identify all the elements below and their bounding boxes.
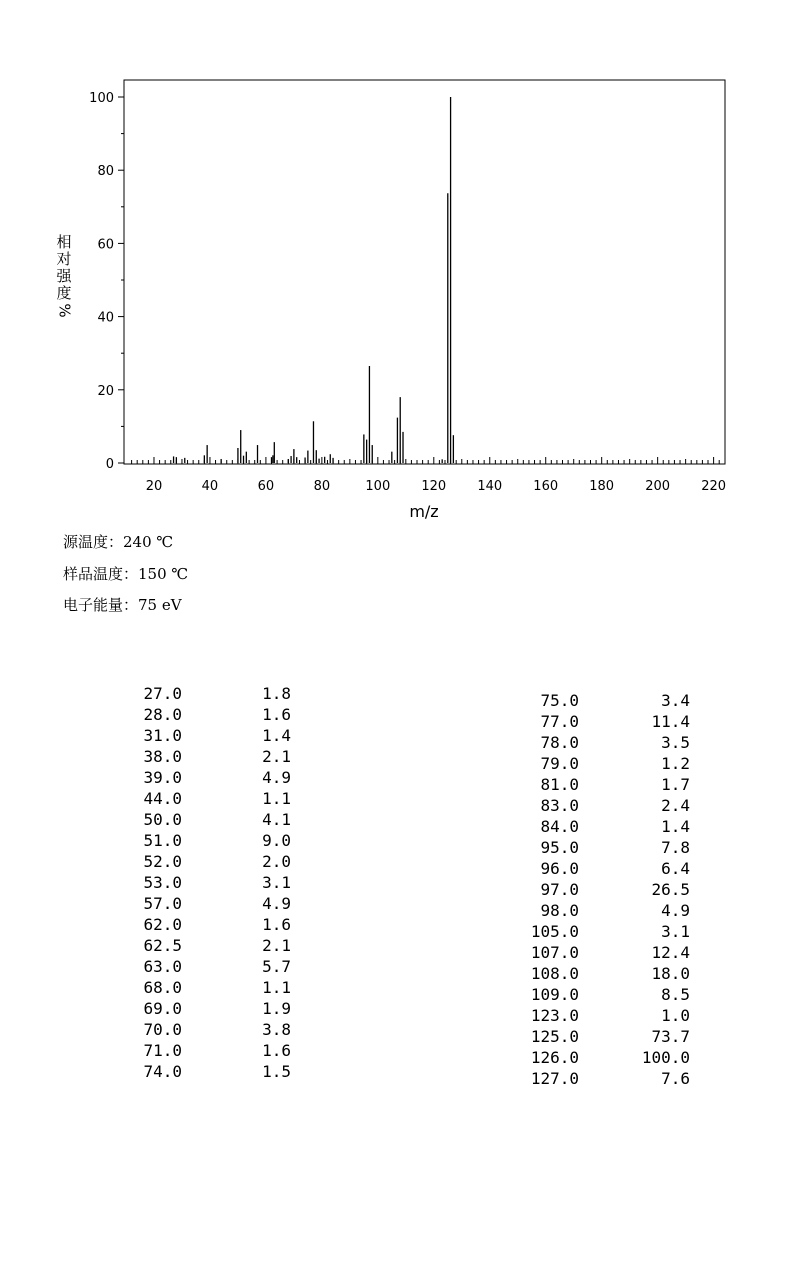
abundance-value: 3.1 [661,922,690,941]
abundance-value: 4.9 [262,894,291,913]
mz-value: 31.0 [143,726,182,745]
abundance-value: 1.1 [262,978,291,997]
abundance-value: 3.8 [262,1020,291,1039]
table-row [0,964,794,985]
abundance-value: 2.4 [661,796,690,815]
y-axis-title-char: 度 [56,284,72,302]
x-tick-label: 200 [645,479,671,494]
y-tick-label: 20 [97,383,114,399]
abundance-value: 4.9 [262,768,291,787]
table-row [0,1048,794,1069]
y-axis-title-char: 强 [56,267,72,285]
mz-value: 71.0 [143,1041,182,1060]
mz-value: 126.0 [530,1048,579,1067]
abundance-value: 1.6 [262,1041,291,1060]
x-tick-label: 160 [533,479,559,494]
mz-value: 108.0 [530,964,579,983]
mz-value: 53.0 [143,873,182,892]
table-row [0,922,794,943]
table-row [0,1006,794,1027]
table-row [0,1069,794,1090]
y-axis [89,91,124,472]
abundance-value: 1.8 [262,684,291,703]
abundance-value: 1.1 [262,789,291,808]
mz-value: 96.0 [540,859,579,878]
mz-value: 74.0 [143,1062,182,1081]
mz-value: 109.0 [530,985,579,1004]
x-tick-label: 120 [421,479,447,494]
y-axis-title-char: 相 [56,233,72,251]
mz-value: 78.0 [540,733,579,752]
mz-value: 27.0 [143,684,182,703]
electron-energy: 电子能量：75 eV [63,596,182,614]
abundance-value: 8.5 [661,985,690,1004]
peak-series [174,97,454,463]
mz-value: 69.0 [143,999,182,1018]
mz-value: 83.0 [540,796,579,815]
mz-value: 84.0 [540,817,579,836]
mz-value: 127.0 [530,1069,579,1088]
abundance-value: 4.1 [262,810,291,829]
x-tick-label: 140 [477,479,503,494]
mz-value: 57.0 [143,894,182,913]
mz-value: 52.0 [143,852,182,871]
abundance-value: 6.4 [661,859,690,878]
abundance-value: 11.4 [651,712,690,731]
table-row [0,838,794,859]
mz-value: 38.0 [143,747,182,766]
abundance-value: 3.5 [661,733,690,752]
mz-value: 75.0 [540,691,579,710]
abundance-value: 73.7 [651,1027,690,1046]
mz-value: 70.0 [143,1020,182,1039]
x-tick-label: 80 [313,479,331,494]
x-tick-label: 60 [257,479,275,494]
table-row [0,901,794,922]
mz-value: 39.0 [143,768,182,787]
mz-value: 77.0 [540,712,579,731]
table-row [0,943,794,964]
y-tick-label: 100 [89,91,114,106]
table-row [0,775,794,796]
abundance-value: 1.2 [661,754,690,773]
abundance-value: 1.4 [262,726,291,745]
mz-value: 68.0 [143,978,182,997]
abundance-value: 18.0 [651,964,690,983]
mz-value: 125.0 [530,1027,579,1046]
abundance-value: 1.9 [262,999,291,1018]
table-row [0,817,794,838]
abundance-value: 3.4 [661,691,690,710]
x-tick-label: 220 [701,479,727,494]
x-axis-title: m/z [409,502,439,521]
abundance-value: 4.9 [661,901,690,920]
table-row [0,691,794,712]
table-row [0,796,794,817]
plot-frame [124,80,725,464]
table-row [0,712,794,733]
abundance-value: 1.6 [262,915,291,934]
mz-value: 50.0 [143,810,182,829]
mz-value: 62.5 [143,936,182,955]
mz-value: 105.0 [530,922,579,941]
abundance-value: 9.0 [262,831,291,850]
abundance-value: 2.1 [262,747,291,766]
table-row [0,985,794,1006]
y-tick-label: 60 [97,237,114,253]
abundance-value: 1.4 [661,817,690,836]
abundance-value: 2.1 [262,936,291,955]
mz-value: 51.0 [143,831,182,850]
abundance-value: 26.5 [651,880,690,899]
abundance-value: 7.8 [661,838,690,857]
mz-value: 28.0 [143,705,182,724]
x-tick-label: 180 [589,479,615,494]
abundance-value: 1.5 [262,1062,291,1081]
abundance-value: 3.1 [262,873,291,892]
x-tick-label: 40 [201,479,219,494]
mz-value: 62.0 [143,915,182,934]
mz-value: 81.0 [540,775,579,794]
y-tick-label: 0 [105,457,114,472]
y-tick-label: 80 [97,164,114,180]
mz-value: 97.0 [540,880,579,899]
y-tick-label: 40 [97,310,114,326]
mass-spectrum-chart [0,0,794,530]
mz-value: 63.0 [143,957,182,976]
abundance-value: 2.0 [262,852,291,871]
mz-value: 95.0 [540,838,579,857]
mz-value: 79.0 [540,754,579,773]
peak-table-right [0,691,794,1090]
table-row [0,754,794,775]
table-row [0,1027,794,1048]
source-temperature: 源温度：240 ℃ [63,533,174,551]
y-axis-title-char: 对 [56,250,72,268]
abundance-value: 100.0 [641,1048,690,1067]
y-axis-title-char: % [55,303,74,318]
mz-value: 107.0 [530,943,579,962]
abundance-value: 1.6 [262,705,291,724]
mz-value: 44.0 [143,789,182,808]
abundance-value: 7.6 [661,1069,690,1088]
sample-temperature: 样品温度：150 ℃ [63,565,189,583]
x-tick-label: 100 [365,479,391,494]
table-row [0,859,794,880]
y-axis-title [54,234,74,319]
x-tick-label: 20 [145,479,163,494]
mz-value: 123.0 [530,1006,579,1025]
mz-value: 98.0 [540,901,579,920]
abundance-value: 1.0 [661,1006,690,1025]
abundance-value: 5.7 [262,957,291,976]
table-row [0,733,794,754]
abundance-value: 1.7 [661,775,690,794]
table-row [0,880,794,901]
abundance-value: 12.4 [651,943,690,962]
